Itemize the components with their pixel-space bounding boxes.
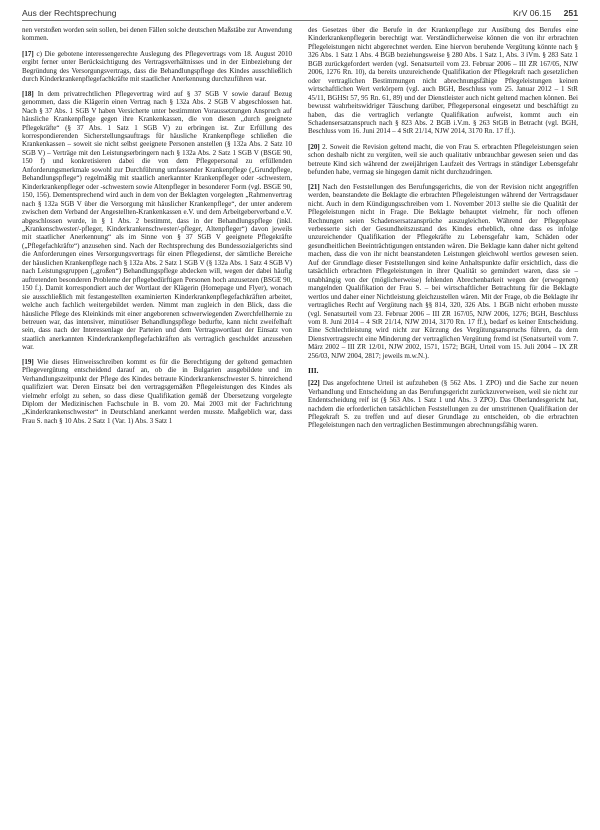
paragraph-number: [21] — [308, 182, 320, 191]
paragraph — [22, 90, 292, 352]
paragraph-number: [22] — [308, 379, 320, 388]
paragraph-text: 2. Soweit die Revision geltend macht, die von Frau S. erbrachten Pflegeleistungen seien schon deshalb nicht zu vergüten, weil sie auch qualitativ unbrauchbar gewesen seien und das betreute Kind sich während der zweijährigen Laufzeit des Vertrags in ständiger Lebensgefahr befunden habe, vermag sie hingegen damit nicht durchzudringen. — [308, 142, 578, 177]
paragraph — [22, 26, 292, 43]
paragraph — [308, 379, 578, 430]
paragraph — [22, 50, 292, 84]
paragraph-text: Das angefochtene Urteil ist aufzuheben (§ 562 Abs. 1 ZPO) und die Sache zur neuen Verhandlung und Entscheidung an das Berufungsgericht zurückzuverweisen, weil sie nicht zur Endentscheidung reif ist (§ 563 Abs. 1 Satz 1 und Abs. 3 ZPO). Das Oberlandesgericht hat, nachdem die erforderlichen tatsächlichen Feststellungen zu der umstrittenen Qualifikation der Pflegekraft S. zu treffen und auf dieser Grundlage zu entscheiden, ob die erbrachten Pflegeleistungen nach den vertraglichen Bestimmungen abrechnungsfähig waren. — [308, 379, 578, 430]
section-heading: III. — [308, 366, 319, 376]
running-header — [22, 6, 578, 21]
paragraph-text: In dem privatrechtlichen Pflegevertrag wird auf § 37 SGB V sowie darauf Bezug genommen, dass die Klägerin einen Vertrag nach § 132a Abs. 2 SGB V abgeschlossen hat. Nach § 37 Abs. 1 SGB V haben Versicherte unter bestimmten Voraussetzungen Anspruch auf häusliche Krankenpflege gegen ihre Krankenkassen, die von diesen „durch geeignete Pflegekräfte“ (§ 37 Abs. 1 Satz 1 SGB V) zu erbringen ist. Zur Erfüllung des korrespondierenden Sicherstellungsauftrags für häusliche Krankenpflege schließen die Krankenkassen – soweit sie nicht selbst geeignete Personen anstellen (§ 132a Abs. 2 Satz 10 SGB V) – Verträge mit den Leistungserbringern nach § 132a Abs. 2 Satz 1 SGB V (BSGE 90, 150 f) und konkretisieren dabei die von dem Pflegepersonal zu erfüllenden Anforderungsmerkmale sowohl zur Durchführung umfassender Krankenpflege („Grundpflege, Behandlungspflege“) regelmäßig mit staatlich anerkannter Krankenpfleger oder -schwestern, Kinderkrankenpfleger oder -schwestern sowie Altenpfleger in besonderer Form (vgl. BSGE 90, 150, 156). Dementsprechend wird auch in dem von der Beklagten vorgelegten „Rahmenvertrag nach § 132a SGB V über die Versorgung mit häuslicher Krankenpflege“, der unter anderem zwischen dem Verband der Angestellten-Krankenkassen e.V. und dem Arbeitgeberverband e.V. abgeschlossen wurde, in § 1 Abs. 2 bestimmt, dass in der Behandlungspflege (inkl. „Krankenschwester/-pfleger, Kinderkrankenschwester/-pfleger, Altenpfleger“) davon jeweils mit staatlicher Anerkennung“ als im Sinne von § 37 SGB V geeignete Pflegekräfte („Pflegefachkräfte“) anzusehen sind. Nach der Rechtsprechung des Bundessozialgerichts sind die Anforderungen eines Versorgungsvertrags für einen Pflegedienst, der sämtliche Bereiche der häuslichen Krankenpflege nach § 132a Abs. 2 Satz 1 SGB V (§ 132a Abs. 1 Satz 4 SGB V) nach Leistungsgruppen („großen“) Behandlungspflege abdecken will, wegen der dabei häufig auftretenden besonderen Probleme der pflegebedürftigen Personen hoch anzusetzen (BSGE 90, 150 f.). Damit korrespondiert auch der Wortlaut der Klägerin (Homepage und Flyer), wonach sie ausschließlich mit festangestellten examinierten Kinderkrankenpflegefachkräften arbeitet, welche auch fachlich weitergebildet werden. Nimmt man zugleich in den Blick, dass die häusliche Pflege des Kleinkinds mit einer angeborenen schwerwiegenden Zwerchfellhernie zu betreuen war, das intensiver, minutiöser Behandlungspflege bedurfte, kann nicht zweifelhaft sein, dass nach der Interessenlage der Parteien und dem Vertragswortlaut der Einsatz von staatlich anerkannten Kinderkrankenpflegefachkräften als vertraglich geschuldet anzusehen war. — [22, 89, 292, 352]
paragraph-text: Nach den Feststellungen des Berufungsgerichts, die von der Revision nicht angegriffen werden, beanstandete die Beklagte die erbrachten Pflegeleistungen während der Vertragsdauer nicht. Auch in dem Kündigungsschreiben vom 1. November 2013 stellte sie die Qualität der Pflegeleistungen nicht in Frage. Die Beklagte behauptet vielmehr, für noch offenen Rechnungen seien Schadensersatzansprüche auszugleichen. Während der Pflegephase verbesserte sich der Gesundheitszustand des Kindes erheblich, ohne dass es infolge unzureichender Qualifikation der Pflegekräfte zu Lebensgefahr kam, Schäden oder gesundheitlichen Beeinträchtigungen entstanden wären. Die Beklagte kann daher nicht geltend machen, dass die von ihr nicht beanstandeten Leistungen gleichwohl wertlos gewesen seien. Auf der Grundlage dieser Feststellungen sind keine Anhaltspunkte dafür ersichtlich, dass die tatsächlich erbrachten Pflegeleistungen in ihrer Qualität so gemindert waren, dass sie – unabhängig von der (möglicherweise) fehlenden Abrechenbarkeit wegen der (erwogenen) mangelnden Qualifikation der Frau S. – bei wirtschaftlicher Betrachtung für die Beklagte wertlos und daher einer Nichtleistung gleichzustellen wären. Mit der Frage, ob die Beklagte ihr vertragliches Recht auf Vergütung nach §§ 814, 320, 326 Abs. 1 BGB nicht erhoben musste (vgl. Senatsurteil vom 23. Februar 2006 – III ZR 167/05, NJW 2006, 1276; BGH, Beschluss vom 8. Juni 2014 – 4 StR 21/14, NJW 2014, 3170 Rn. 17 ff.), bedarf es keiner Entscheidung. Eine Schlechtleistung wird nicht zur Kürzung des Vergütungsanspruchs führen, da dem Dienstvertragsrecht eine Minderung der vertraglichen Vergütung fremd ist (Senatsurteil vom 7. März 2002 – III ZR 12/01, NJW 2002, 1571, 1572; BGH, Urteil vom 15. Juli 2004 – IX ZR 256/03, NJW 2004, 2817; jeweils m.w.N.). — [308, 182, 578, 360]
right-column — [308, 26, 578, 436]
paragraph-text: Wie dieses Hinweisschreiben kommt es für die Berechtigung der geltend gemachten Pflegevergütung entscheidend darauf an, ob die in Bulgarien ausgebildete und im Verhandlungszeitpunkt der Pflege des Kindes betraute Kinderkrankenschwester S. hinreichend qualifiziert war. Deren Einsatz bei den vertragsgemäßen Pflegeleistungen des Kindes als vielmehr erfolgt zu sehen, so dass diese Qualifikation gemäß der Übersetzung vorgelegte Diplom der Medizinischen Fachschule in B. vom 20. Mai 2003 mit der Fachrichtung „Kinderkrankenschwester“ in Deutschland anerkannt werden musste. Maßgeblich war, dass Frau S. nach § 10 Abs. 2 Satz 1 (Var. 1) Abs. 3 Satz 1 — [22, 357, 292, 425]
paragraph-number: [19] — [22, 357, 34, 366]
journal-info — [503, 8, 578, 18]
paragraph — [22, 358, 292, 426]
journal-issue: KrV 06.15 — [513, 8, 552, 18]
paragraph — [308, 143, 578, 177]
text-columns — [22, 26, 578, 436]
section-title: Aus der Rechtsprechung — [22, 8, 117, 18]
paragraph-text: des Gesetzes über die Berufe in der Krankenpflege zur Ausübung des Berufes eine Kinderkrankenpflegerin berechtigt war. Verständlicherweise können die von ihr erbrachten Pflegeleistungen nicht abgerechnet werden. Eine hiervon beruhende Vergütung könnte nach § 326 Abs. 1 Satz 1 Abs. 4 BGB beziehungsweise § 280 Abs. 1 Satz 1, Abs. 3 iVm. § 283 Satz 1 BGB zurückgefordert werden (vgl. Senatsurteil vom 23. Februar 2006 – III ZR 167/05, NJW 2006, 1276 Rn. 10), da bereits unzureichende Qualifikation der Pflegekraft nach gesetzlichen oder vertraglichen Bestimmungen nicht abrechnungsfähige Pflegeleistungen keinen wirtschaftlichen Wert verkörpern (vgl. auch BGH, Beschluss vom 25. Januar 2012 – 1 StR 45/11, BGHSt 57, 95 Rn. 61, 89) und der Dienstleister auch nicht geltend machen können. Bei bewusst wahrheitswidriger Täuschung darüber, Pflegepersonal eingesetzt und beschäftigt zu haben, das die vertraglich verlangte Qualifikation aufweist, kommt auch ein Schadensersatzanspruch nach § 823 Abs. 2 BGB i.V.m. § 263 StGB in Betracht (vgl. BGH, Beschluss vom 16. Juni 2014 – 4 StR 21/14, NJW 2014, 3170 Rn. 17 ff.). — [308, 26, 578, 136]
paragraph-number: [18] — [22, 89, 34, 98]
paragraph-number: [20] — [308, 142, 320, 151]
left-column — [22, 26, 292, 436]
paragraph — [308, 26, 578, 136]
paragraph-text: nen verstoßen worden sein sollen, bei denen Fällen solche deutschen Maßstäbe zur Anwendung kommen. — [22, 26, 292, 43]
paragraph-text: c) Die gebotene interessengerechte Auslegung des Pflegevertrags vom 18. August 2010 ergibt ferner unter Berücksichtigung des Vertragsverhältnisses und in der Einbeziehung der Begründung des Versorgungsvertrags, dass die Behandlungspflege des Kindes ausschließlich durch Kinderkrankenpflegefachkräfte mit staatlicher Anerkennung durchzuführen war. — [22, 49, 292, 84]
paragraph-number: [17] — [22, 49, 34, 58]
paragraph — [308, 183, 578, 361]
page-number: 251 — [563, 8, 578, 18]
